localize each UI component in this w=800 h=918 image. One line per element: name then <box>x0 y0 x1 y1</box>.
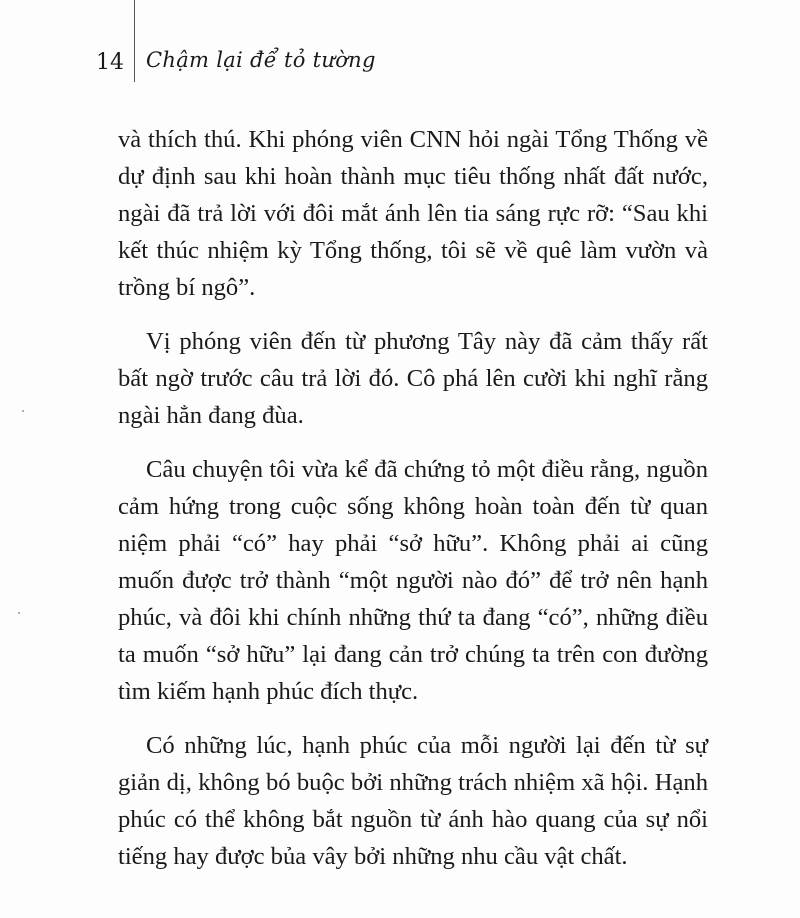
paragraph: Có những lúc, hạnh phúc của mỗi người lại đến từ sự giản dị, không bó buộc bởi những trách nhiệm xã hội. Hạnh phúc có thể không bắt nguồn từ ánh hào quang của sự nổi tiếng hay được bủa vây bởi những nhu cầu vật chất. <box>118 732 708 870</box>
paragraph: Câu chuyện tôi vừa kể đã chứng tỏ một điều rằng, nguồn cảm hứng trong cuộc sống không hoàn toàn đến từ quan niệm phải “có” hay phải “sở hữu”. Không phải ai cũng muốn được trở thành “một người nào đó” để trở nên hạnh phúc, và đôi khi chính những thứ ta đang “có”, những điều ta muốn “sở hữu” lại đang cản trở chúng ta trên con đường tìm kiếm hạnh phúc đích thực. <box>118 456 708 705</box>
running-title: Chậm lại để tỏ tường <box>146 48 376 72</box>
header-divider <box>134 0 135 82</box>
paragraph: và thích thú. Khi phóng viên CNN hỏi ngài Tổng Thống về dự định sau khi hoàn thành mục tiêu thống nhất đất nước, ngài đã trả lời với đôi mắt ánh lên tia sáng rực rỡ: “Sau khi kết thúc nhiệm kỳ Tổng thống, tôi sẽ về quê làm vườn và trồng bí ngô”. <box>118 126 708 301</box>
body-text <box>118 121 708 892</box>
scan-speck <box>18 612 20 614</box>
page-number: 14 <box>96 50 124 75</box>
scan-speck <box>22 410 24 412</box>
page-header <box>0 0 800 110</box>
paragraph: Vị phóng viên đến từ phương Tây này đã cảm thấy rất bất ngờ trước câu trả lời đó. Cô phá lên cười khi nghĩ rằng ngài hẳn đang đùa. <box>118 328 708 429</box>
